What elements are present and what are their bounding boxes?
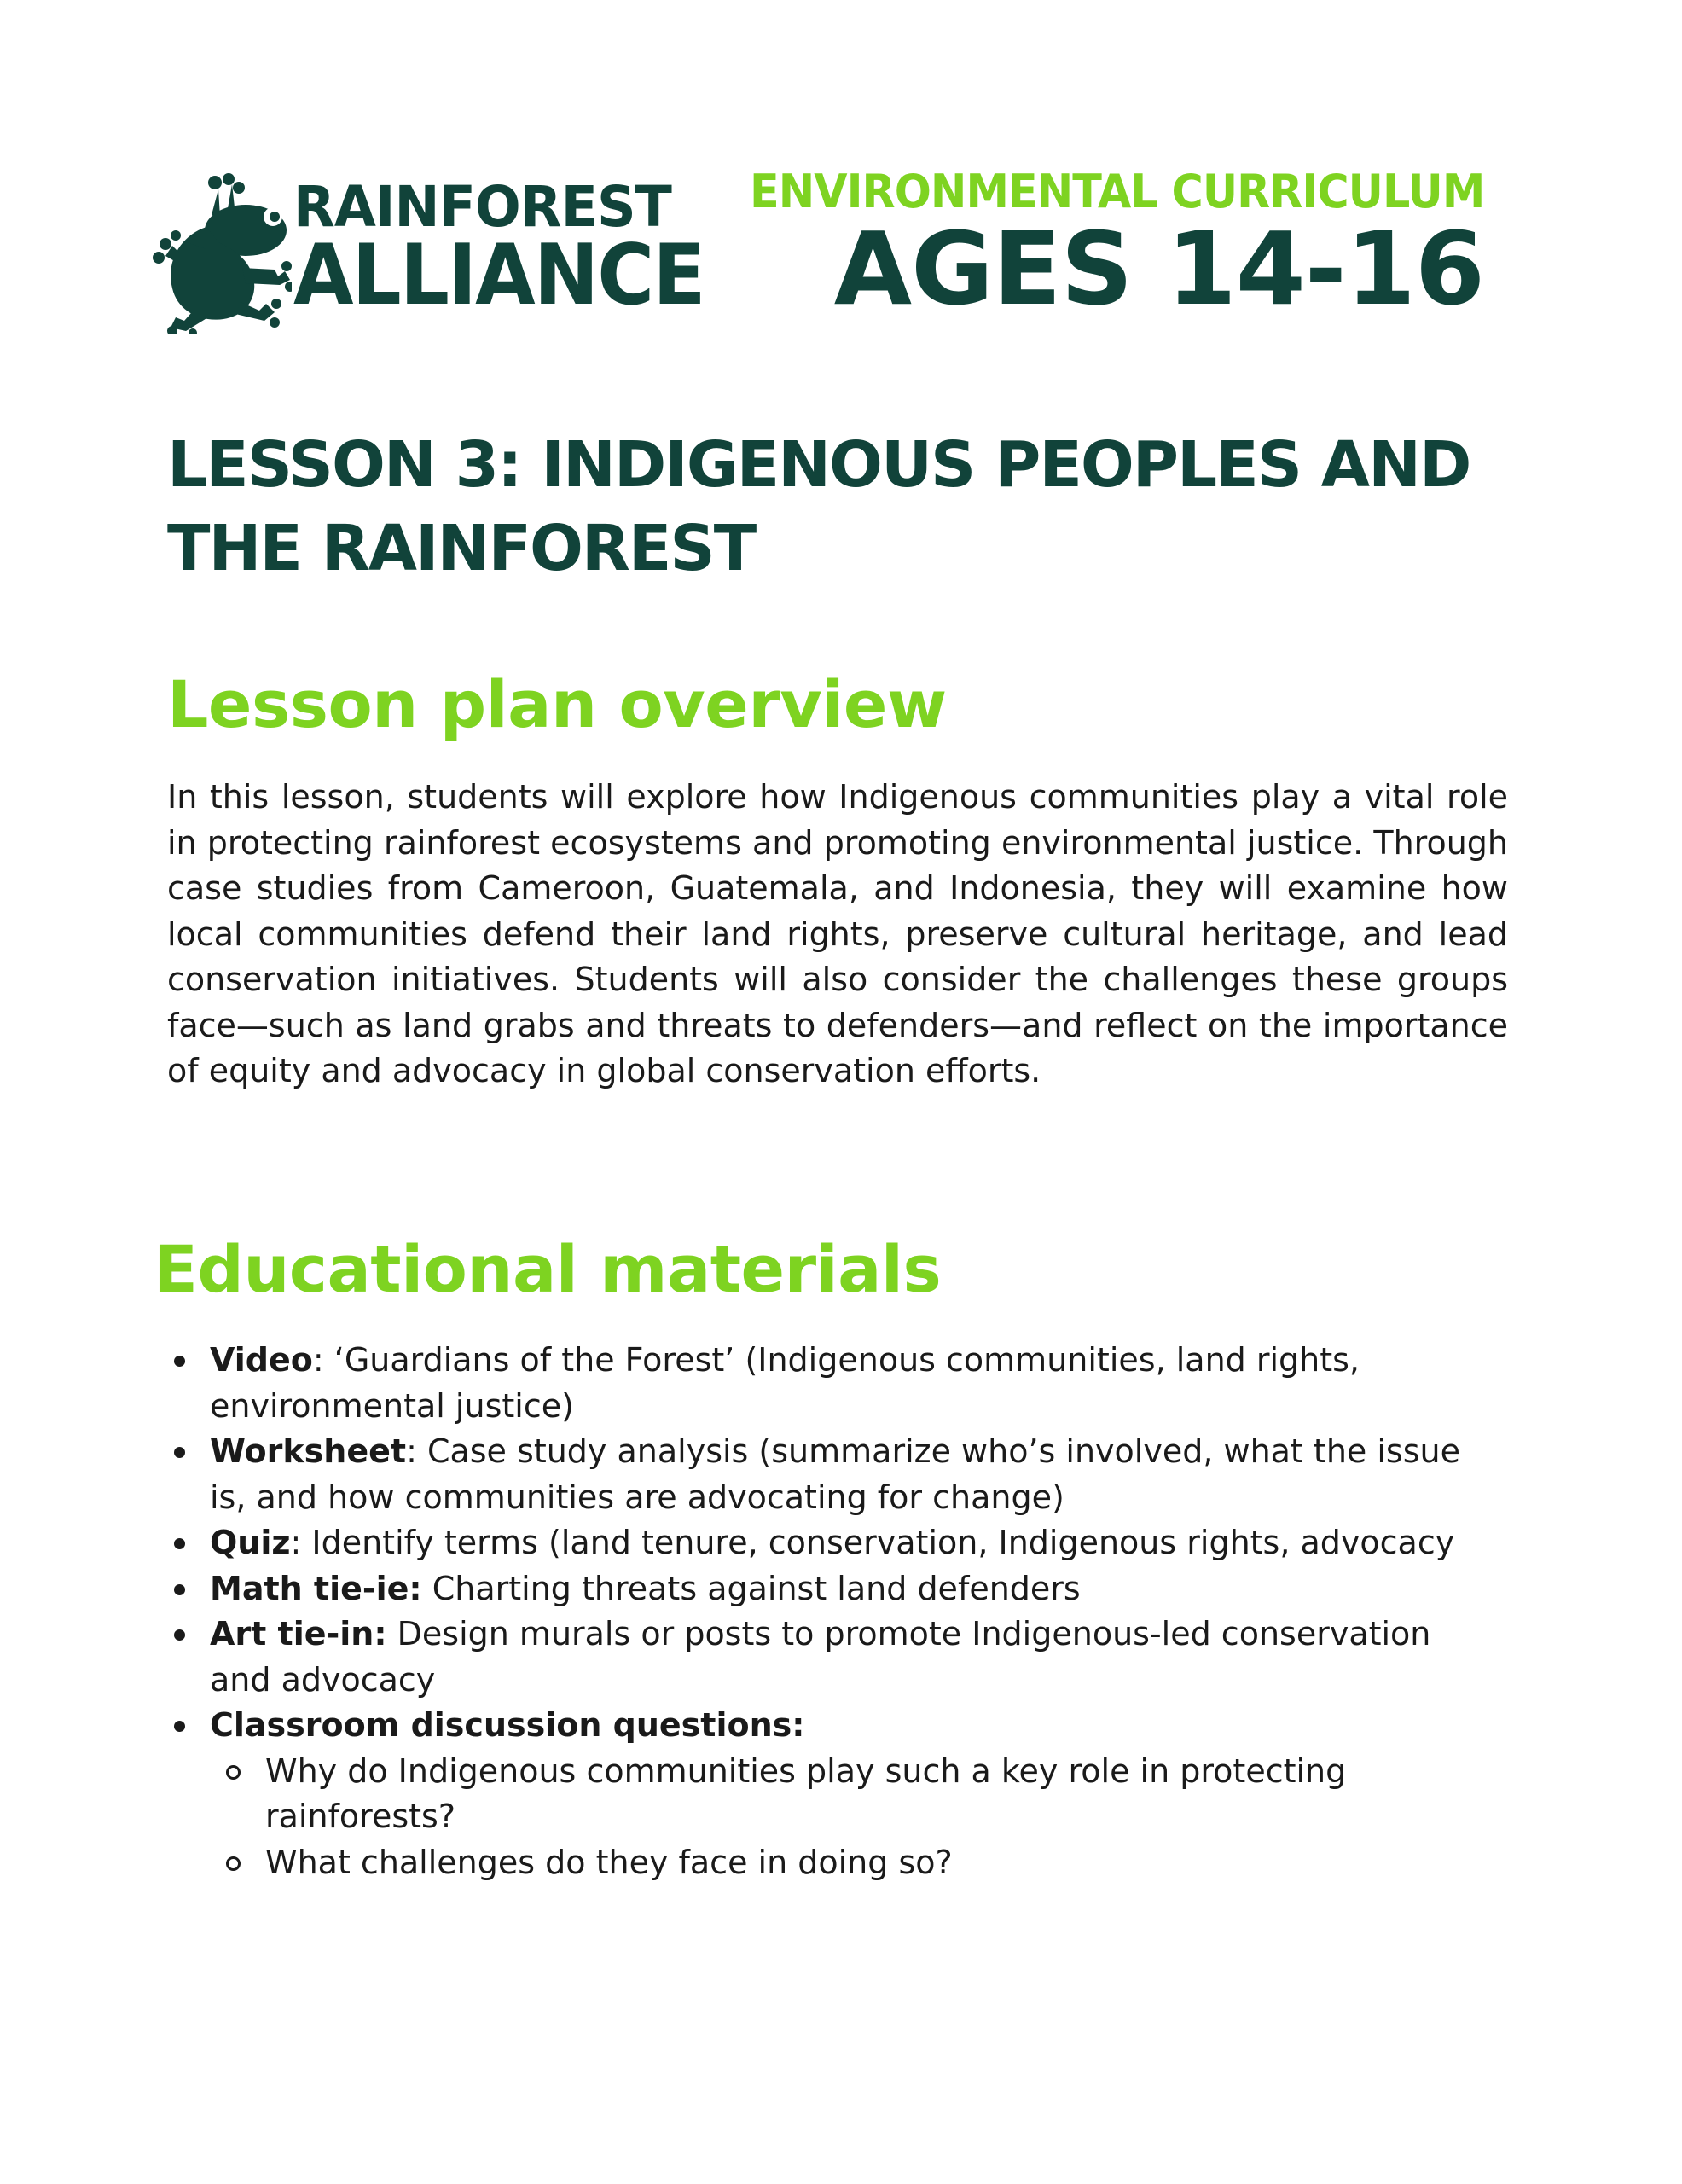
age-range: AGES 14-16 [833, 210, 1484, 328]
material-text: : Case study analysis (summarize who’s involved, what the issue is, and how communities are advocating for change) [210, 1432, 1460, 1516]
material-label: Classroom discussion questions: [210, 1706, 805, 1744]
discussion-question: Why do Indigenous communities play such a key role in protecting rainforests? [210, 1749, 1498, 1840]
materials-heading: Educational materials [154, 1231, 942, 1307]
material-text: : Identify terms (land tenure, conservation, Indigenous rights, advocacy [290, 1524, 1455, 1561]
overview-paragraph: In this lesson, students will explore how Indigenous communities play a vital role in protecting rainforest ecosystems and promoting environmental justice. Through case studies from Cameroon, Guatemala, and Indonesia, they will examine how local communities defend their land rights, preserve cultural heritage, and lead conservation initiatives. Students will also consider the challenges these groups face—such as land grabs and threats to defenders—and reflect on the importance of equity and advocacy in global conservation efforts. [167, 778, 1508, 1089]
lesson-title: LESSON 3: INDIGENOUS PEOPLES AND THE RAINFOREST [167, 428, 1470, 585]
material-text: : ‘Guardians of the Forest’ (Indigenous communities, land rights, environmental justice) [210, 1341, 1360, 1425]
material-label: Quiz [210, 1524, 291, 1561]
material-text: Design murals or posts to promote Indigenous-led conservation and advocacy [210, 1615, 1431, 1699]
discussion-question: What challenges do they face in doing so? [210, 1840, 1498, 1886]
frog-icon [147, 167, 292, 334]
discussion-questions-list [210, 1749, 1498, 1886]
logo-text-alliance: ALLIANCE [293, 227, 705, 324]
curriculum-badge [703, 165, 1484, 328]
material-label: Art tie-in: [210, 1615, 387, 1653]
material-item-worksheet [167, 1429, 1498, 1520]
material-item-discussion [167, 1703, 1498, 1885]
material-label: Video [210, 1341, 313, 1379]
logo-text-rainforest: RAINFOREST [293, 174, 671, 240]
curriculum-label: ENVIRONMENTAL CURRICULUM [749, 165, 1484, 218]
material-label: Worksheet [210, 1432, 407, 1470]
overview-heading: Lesson plan overview [167, 666, 947, 742]
material-item-art [167, 1612, 1498, 1703]
material-label: Math tie-ie: [210, 1569, 422, 1607]
material-item-video [167, 1338, 1498, 1429]
material-item-quiz [167, 1520, 1498, 1566]
material-item-math [167, 1566, 1498, 1612]
materials-list [167, 1338, 1498, 1885]
rainforest-alliance-logo [147, 167, 705, 334]
material-text: Charting threats against land defenders [421, 1569, 1081, 1607]
